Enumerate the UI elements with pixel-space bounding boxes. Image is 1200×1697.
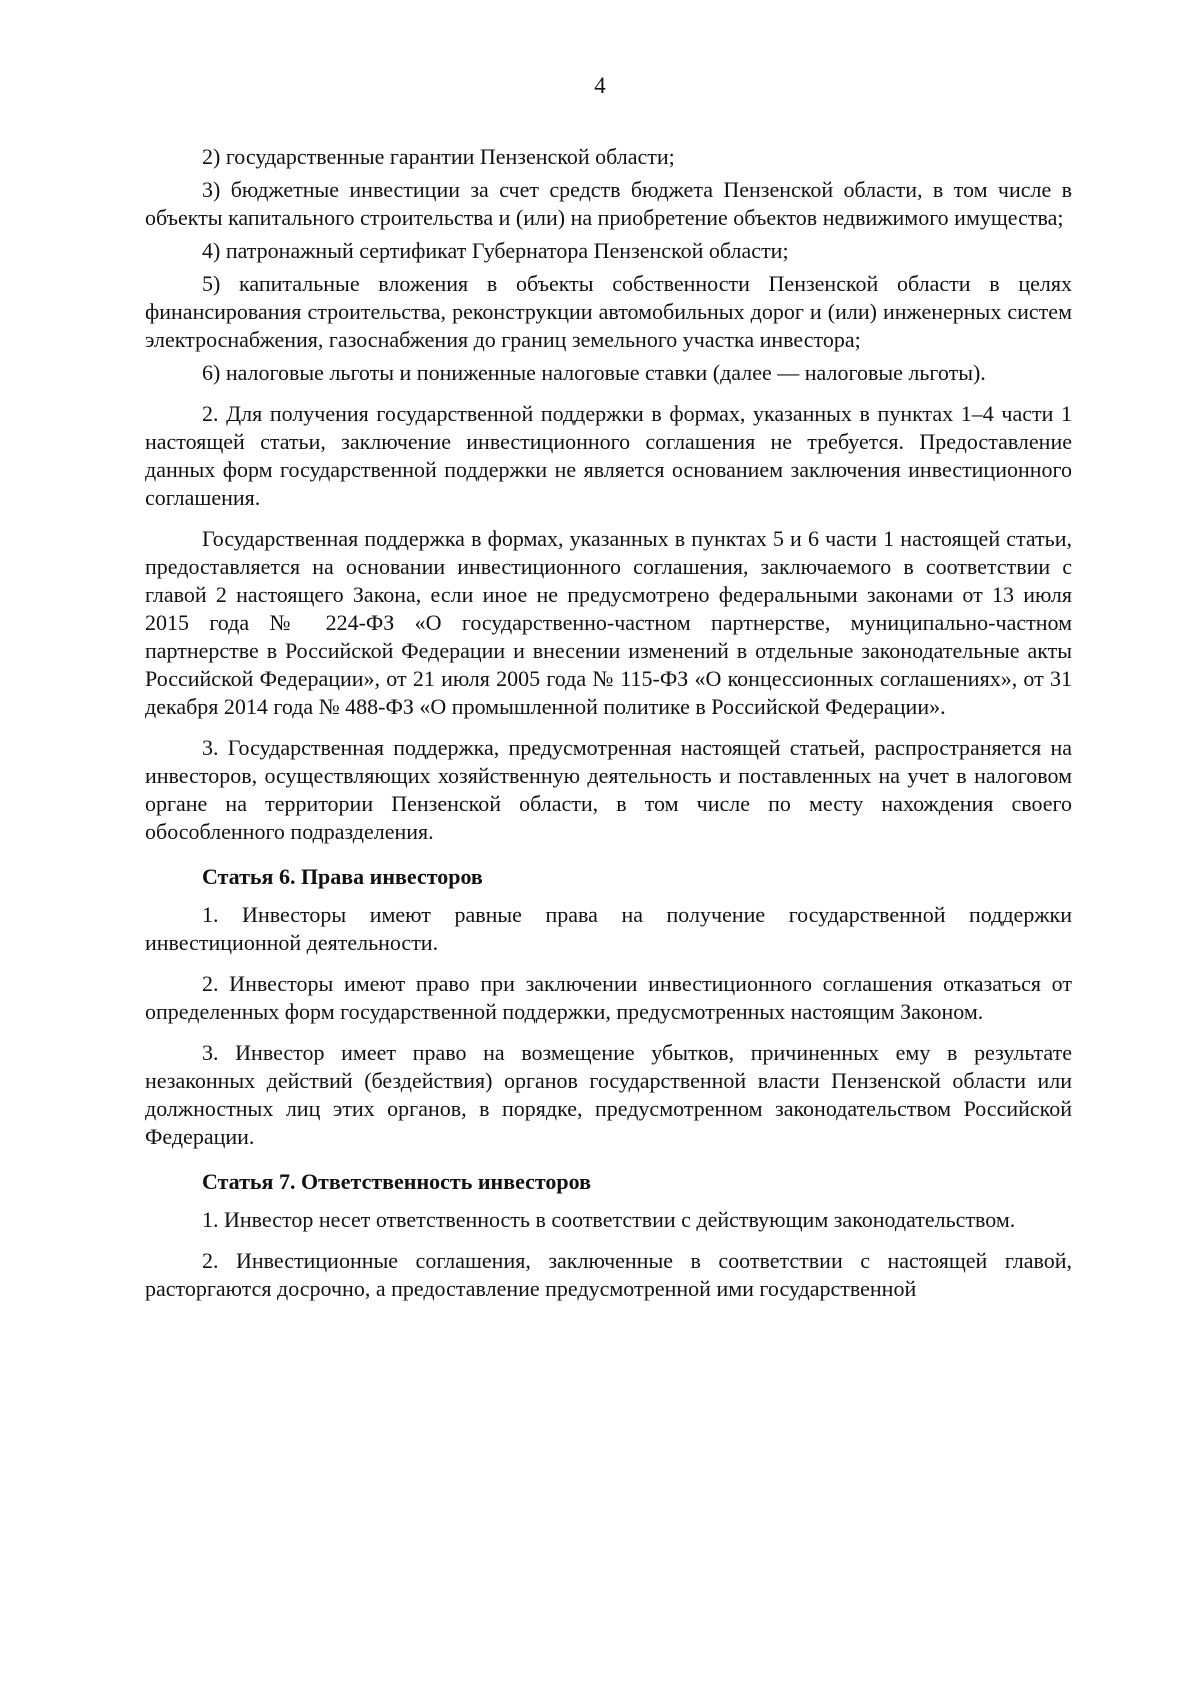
article-7-heading: Статья 7. Ответственность инвесторов xyxy=(202,1169,591,1194)
document-body xyxy=(145,143,1072,1303)
paragraph-part-2: 2. Для получения государственной поддержки в формах, указанных в пунктах 1–4 части 1 настоящей статьи, заключение инвестиционного соглашения не требуется. Предоставление данных форм государственной поддержки не является основанием заключения инвестиционного соглашения. xyxy=(145,401,1072,510)
page-number: 4 xyxy=(594,73,606,98)
article-6-paragraph-2: 2. Инвесторы имеют право при заключении инвестиционного соглашения отказаться от определенных форм государственной поддержки, предусмотренных настоящим Законом. xyxy=(145,971,1072,1024)
list-item-3: 3) бюджетные инвестиции за счет средств бюджета Пензенской области, в том числе в объекты капитального строительства и (или) на приобретение объектов недвижимого имущества; xyxy=(145,177,1072,230)
article-6-paragraph-3: 3. Инвестор имеет право на возмещение убытков, причиненных ему в результате незаконных действий (бездействия) органов государственной власти Пензенской области или должностных лиц этих органов, в порядке, предусмотренном законодательством Российской Федерации. xyxy=(145,1040,1072,1149)
article-7-paragraph-1: 1. Инвестор несет ответственность в соответствии с действующим законодательством. xyxy=(202,1207,1016,1232)
article-6-heading: Статья 6. Права инвесторов xyxy=(202,864,483,889)
paragraph-part-3: 3. Государственная поддержка, предусмотренная настоящей статьей, распространяется на инвесторов, осуществляющих хозяйственную деятельность и поставленных на учет в налоговом органе на территории Пензенской области, в том числе по месту нахождения своего обособленного подразделения. xyxy=(145,735,1072,844)
list-item-6: 6) налоговые льготы и пониженные налоговые ставки (далее — налоговые льготы). xyxy=(202,360,986,385)
list-item-2: 2) государственные гарантии Пензенской области; xyxy=(202,144,675,169)
list-item-4: 4) патронажный сертификат Губернатора Пензенской области; xyxy=(202,238,789,263)
paragraph-state-support: Государственная поддержка в формах, указанных в пунктах 5 и 6 части 1 настоящей статьи, предоставляется на основании инвестиционного соглашения, заключаемого в соответствии с главой 2 настоящего Закона, если иное не предусмотрено федеральными законами от 13 июля 2015 года № 224-ФЗ «О государственно-частном партнерстве, муниципально-частном партнерстве в Российской Федерации и внесении изменений в отдельные законодательные акты Российской Федерации», от 21 июля 2005 года № 115-ФЗ «О концессионных соглашениях», от 31 декабря 2014 года № 488-ФЗ «О промышленной политике в Российской Федерации». xyxy=(145,526,1072,719)
article-7-paragraph-2: 2. Инвестиционные соглашения, заключенные в соответствии с настоящей главой, расторгаются досрочно, а предоставление предусмотренной ими государственной xyxy=(145,1248,1072,1301)
list-item-5: 5) капитальные вложения в объекты собственности Пензенской области в целях финансирования строительства, реконструкции автомобильных дорог и (или) инженерных систем электроснабжения, газоснабжения до границ земельного участка инвестора; xyxy=(145,271,1072,352)
article-6-paragraph-1: 1. Инвесторы имеют равные права на получение государственной поддержки инвестиционной деятельности. xyxy=(145,902,1072,955)
